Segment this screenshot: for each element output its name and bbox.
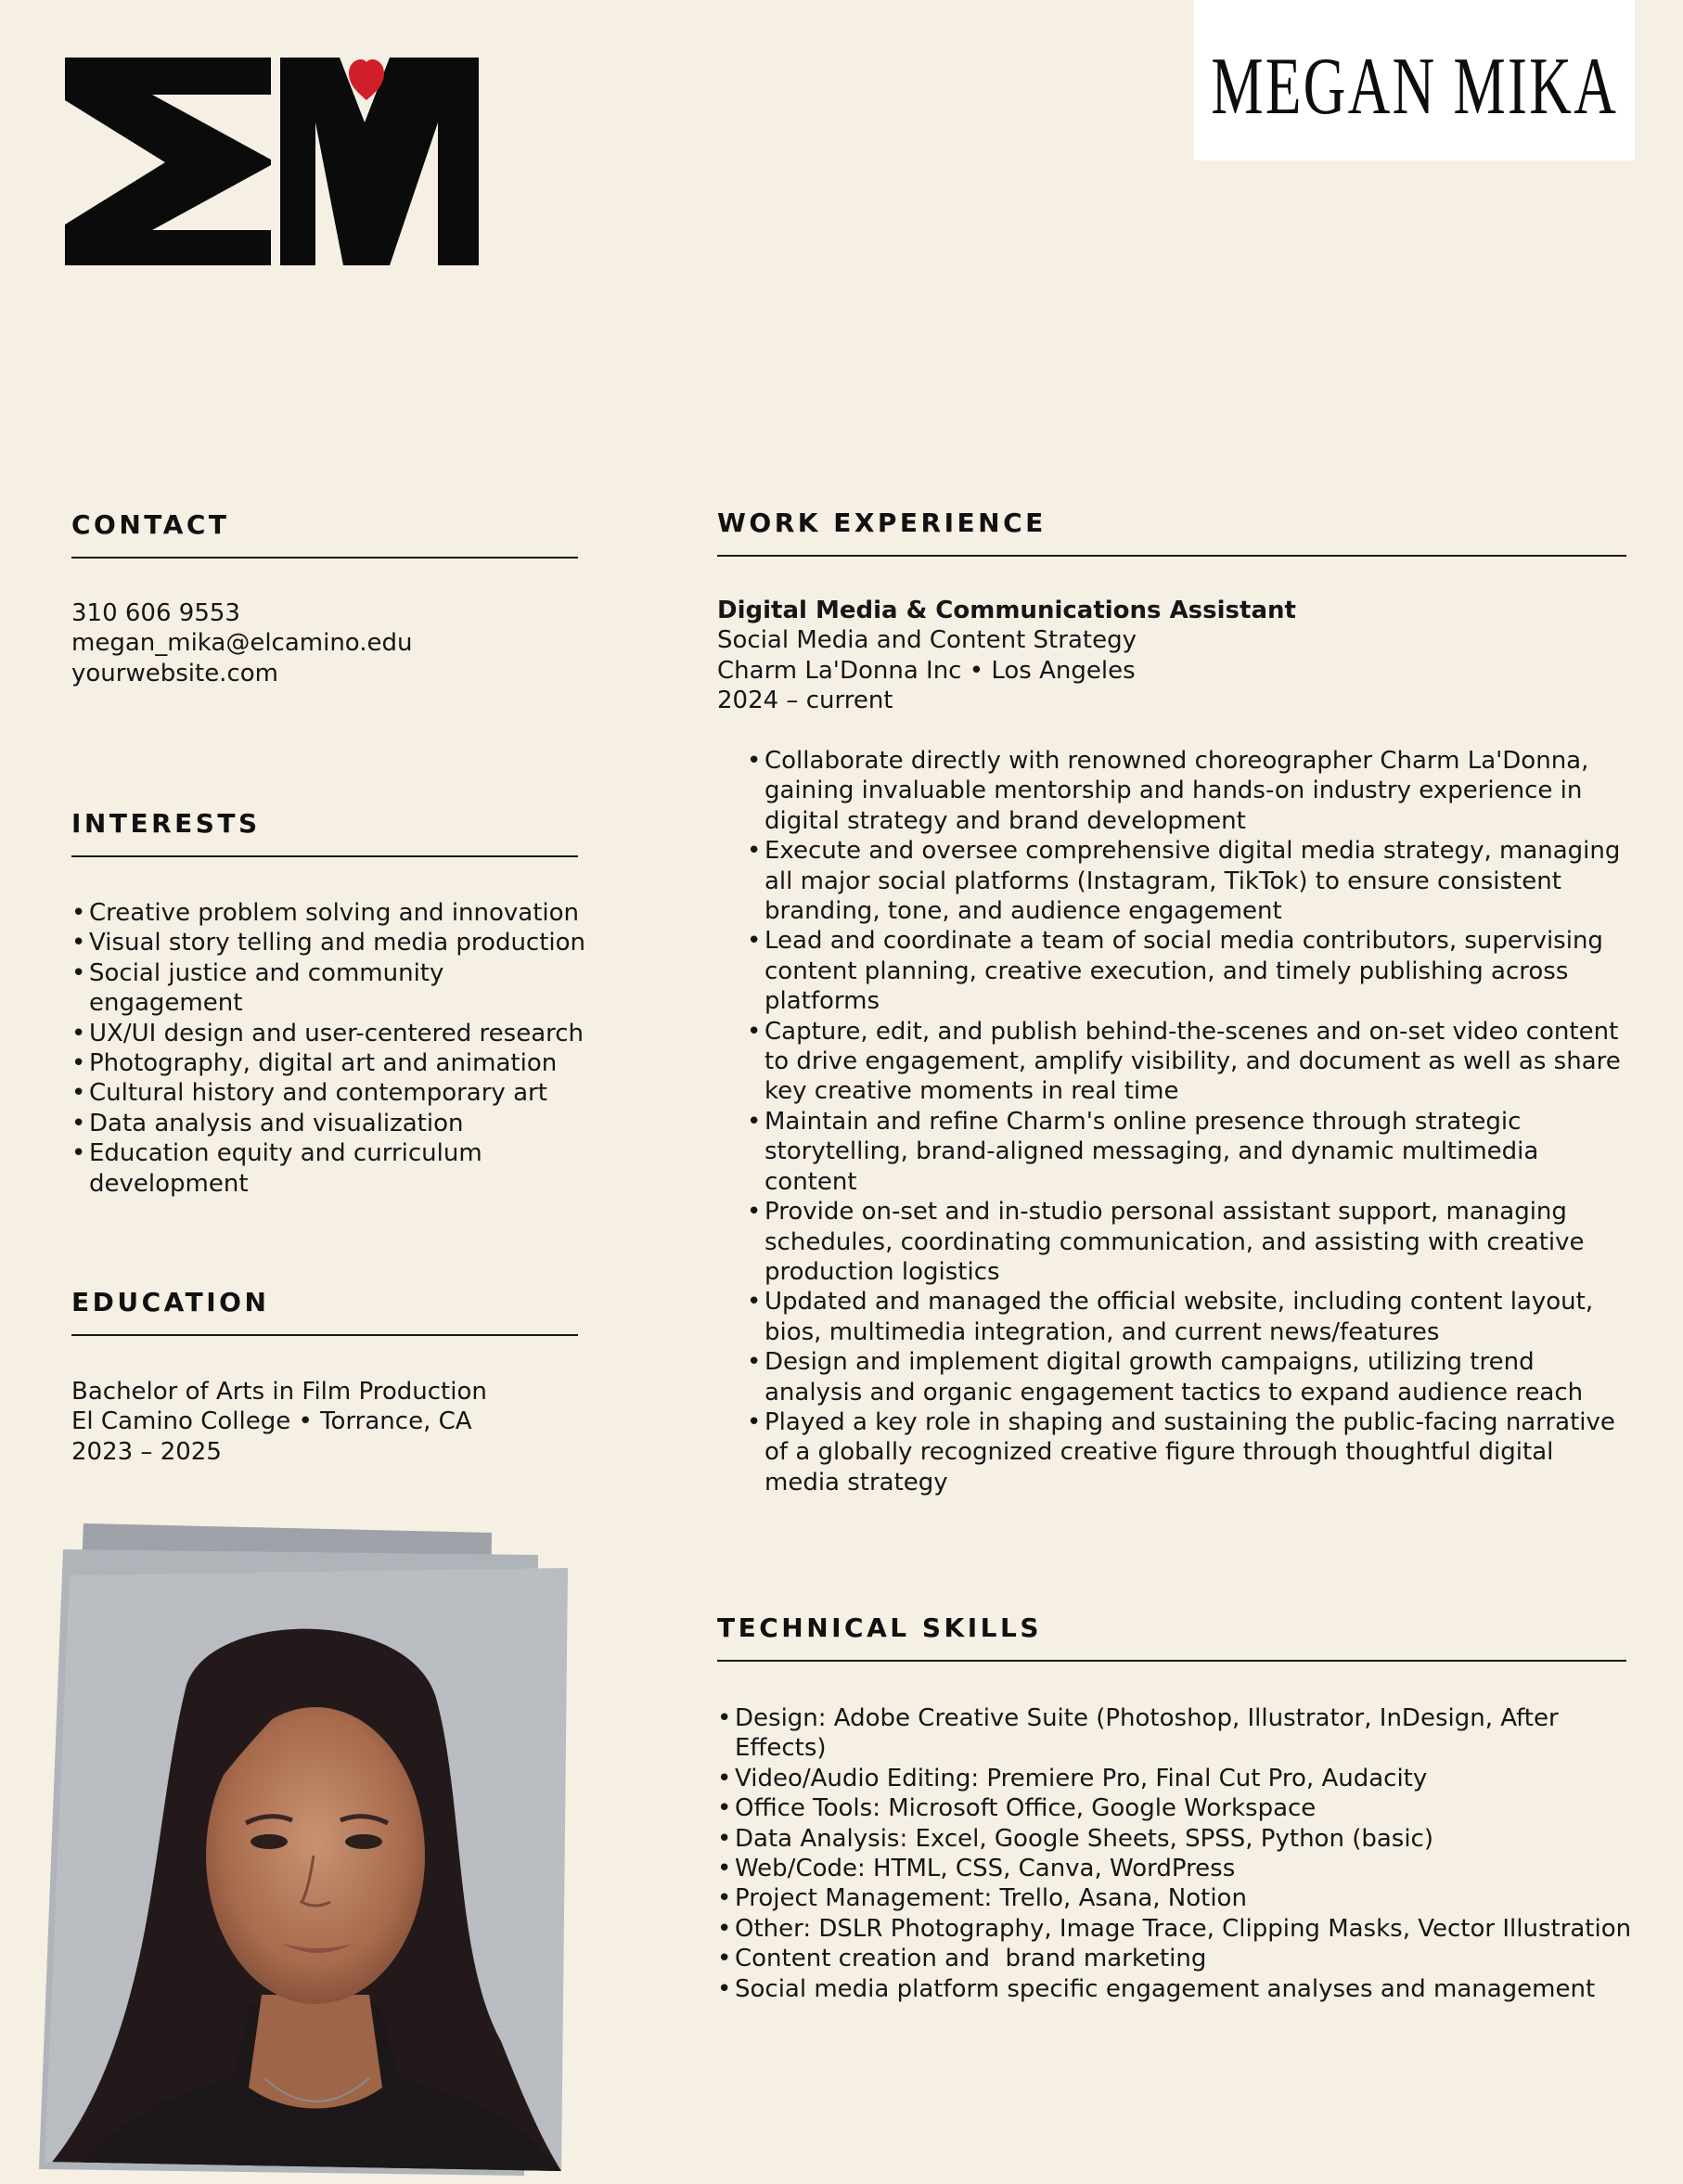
degree: Bachelor of Arts in Film Production xyxy=(71,1378,487,1406)
work-heading-block xyxy=(717,507,1626,557)
list-item: • Social justice and community engagement xyxy=(71,958,591,1019)
education-years: 2023 – 2025 xyxy=(71,1437,222,1466)
em-monogram-logo xyxy=(65,58,482,265)
work-experience-heading: WORK EXPERIENCE xyxy=(717,507,1047,538)
list-item: • Execute and oversee comprehensive digital media strategy, managing all major social platforms (Instagram, TikTok) to ensure consistent branding, tone, and audience engagement xyxy=(747,836,1633,926)
list-item: • Maintain and refine Charm's online presence through strategic storytelling, brand-aligned messaging, and dynamic multimedia content xyxy=(747,1107,1633,1197)
portrait-photo xyxy=(19,1522,594,2180)
divider xyxy=(71,557,578,559)
list-item: • Other: DSLR Photography, Image Trace, Clipping Masks, Vector Illustration xyxy=(717,1914,1636,1944)
education-heading-block xyxy=(71,1287,578,1336)
list-item: • Creative problem solving and innovation xyxy=(71,898,591,928)
contact-details xyxy=(71,598,578,688)
full-name: MEGAN MIKA xyxy=(1211,41,1618,132)
list-item: • Project Management: Trello, Asana, Notion xyxy=(717,1883,1636,1913)
list-item: • Lead and coordinate a team of social media contributors, supervising content planning, creative execution, and timely publishing across platforms xyxy=(747,926,1633,1016)
technical-skills-heading: TECHNICAL SKILLS xyxy=(717,1612,1042,1643)
education-heading: EDUCATION xyxy=(71,1287,270,1317)
contact-heading-block xyxy=(71,509,578,559)
interests-heading: INTERESTS xyxy=(71,808,261,839)
email-address: megan_mika@elcamino.edu xyxy=(71,629,413,658)
interests-heading-block xyxy=(71,808,578,857)
contact-heading: CONTACT xyxy=(71,509,230,540)
list-item: • Capture, edit, and publish behind-the-scenes and on-set video content to drive engagement, amplify visibility, and document as well as share key creative moments in real time xyxy=(747,1017,1633,1107)
list-item: • Provide on-set and in-studio personal assistant support, managing schedules, coordinating communication, and assisting with creative production logistics xyxy=(747,1197,1633,1287)
list-item: • Visual story telling and media production xyxy=(71,928,591,957)
name-banner xyxy=(1194,0,1635,161)
job-bullets xyxy=(747,746,1633,1497)
list-item: • Video/Audio Editing: Premiere Pro, Final Cut Pro, Audacity xyxy=(717,1764,1636,1793)
divider xyxy=(71,1334,578,1336)
divider xyxy=(71,855,578,857)
list-item: • Data Analysis: Excel, Google Sheets, SPSS, Python (basic) xyxy=(717,1824,1636,1854)
school: El Camino College • Torrance, CA xyxy=(71,1407,472,1436)
job-subtitle: Social Media and Content Strategy xyxy=(717,626,1137,655)
list-item: • Content creation and brand marketing xyxy=(717,1944,1636,1973)
phone-number: 310 606 9553 xyxy=(71,599,240,627)
job-dates: 2024 – current xyxy=(717,687,893,715)
list-item: • Played a key role in shaping and sustaining the public-facing narrative of a globally recognized creative figure through thoughtful digital media strategy xyxy=(747,1407,1633,1497)
list-item: • Web/Code: HTML, CSS, Canva, WordPress xyxy=(717,1854,1636,1883)
education-details xyxy=(71,1377,591,1467)
skills-heading-block xyxy=(717,1612,1626,1662)
list-item: • Updated and managed the official website, including content layout, bios, multimedia integration, and current news/features xyxy=(747,1287,1633,1347)
list-item: • Social media platform specific engagement analyses and management xyxy=(717,1974,1636,2004)
skills-list xyxy=(717,1703,1636,2004)
list-item: • Collaborate directly with renowned choreographer Charm La'Donna, gaining invaluable mentorship and hands-on industry experience in digital strategy and brand development xyxy=(747,746,1633,836)
list-item: • Data analysis and visualization xyxy=(71,1109,591,1138)
divider xyxy=(717,1660,1626,1662)
list-item: • Cultural history and contemporary art xyxy=(71,1078,591,1108)
divider xyxy=(717,555,1626,557)
list-item: • Design and implement digital growth campaigns, utilizing trend analysis and organic engagement tactics to expand audience reach xyxy=(747,1347,1633,1407)
job-company: Charm La'Donna Inc • Los Angeles xyxy=(717,656,1136,685)
job-entry xyxy=(717,596,1626,716)
list-item: • Office Tools: Microsoft Office, Google Workspace xyxy=(717,1793,1636,1823)
list-item: • Photography, digital art and animation xyxy=(71,1048,591,1078)
job-title: Digital Media & Communications Assistant xyxy=(717,597,1296,624)
interests-list xyxy=(71,898,591,1199)
list-item: • UX/UI design and user-centered research xyxy=(71,1019,591,1048)
list-item: • Education equity and curriculum development xyxy=(71,1138,488,1199)
list-item: • Design: Adobe Creative Suite (Photoshop, Illustrator, InDesign, After Effects) xyxy=(717,1703,1636,1764)
website: yourwebsite.com xyxy=(71,659,278,687)
